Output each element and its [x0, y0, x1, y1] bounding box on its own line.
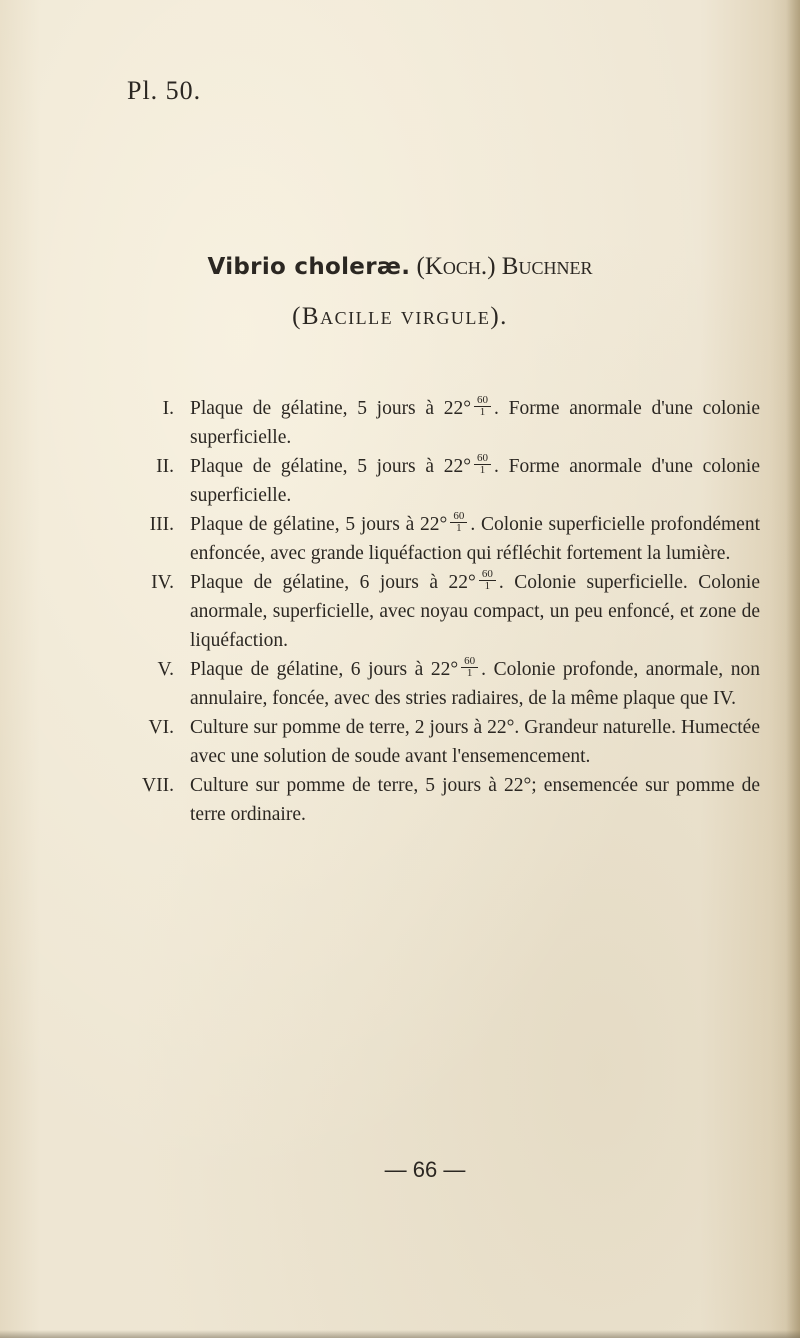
plate-item-5	[120, 655, 760, 713]
magnification-fraction: $\frac{60}{1}$	[450, 511, 467, 534]
plate-number: I.	[162, 398, 174, 419]
magnification-fraction: $\frac{60}{1}$	[474, 395, 491, 418]
authority: (Koch.) Buchner	[416, 253, 593, 280]
plate-descriptions	[120, 394, 760, 829]
plate-text: Plaque de gélatine, 5 jours à 22° $\frac{60}{1}$ . Colonie superficielle profondément enfoncée, avec grande liquéfaction qui réfléchit fortement la lumière.	[190, 510, 760, 564]
page-subtitle: (Bacille virgule).	[292, 303, 508, 330]
page-title	[0, 252, 800, 282]
plate-item-6	[120, 713, 760, 771]
plate-text: Culture sur pomme de terre, 2 jours à 22°. Grandeur naturelle. Humectée avec une solution de soude avant l'ensemencement.	[190, 717, 760, 767]
magnification-fraction: $\frac{60}{1}$	[461, 656, 478, 679]
page-edge-shadow	[786, 0, 800, 1338]
plate-text: Plaque de gélatine, 5 jours à 22° $\frac{60}{1}$ . Forme anormale d'une colonie superficielle.	[190, 452, 760, 506]
magnification-fraction: $\frac{60}{1}$	[474, 453, 491, 476]
authority-koch: Koch.	[424, 253, 488, 280]
page-number: — 66 —	[384, 1157, 466, 1182]
plate-number: II.	[156, 456, 174, 477]
plate-item-4	[120, 568, 760, 655]
plate-number: III.	[149, 514, 174, 535]
species-name: Vibrio choleræ.	[207, 254, 411, 280]
page-bottom-shadow	[0, 1330, 800, 1338]
plate-item-3	[120, 510, 760, 568]
plate-number: VII.	[142, 775, 174, 796]
plate-number: IV.	[151, 572, 174, 593]
plate-text: Culture sur pomme de terre, 5 jours à 22°; ensemencée sur pomme de terre ordinaire.	[190, 775, 760, 825]
plate-number: VI.	[148, 717, 174, 738]
magnification-fraction: $\frac{60}{1}$	[479, 569, 496, 592]
plate-text: Plaque de gélatine, 5 jours à 22° $\frac{60}{1}$ . Forme anormale d'une colonie superficielle.	[190, 394, 760, 448]
plate-label: Pl. 50.	[127, 76, 202, 105]
plate-item-2	[120, 452, 760, 510]
plate-text: Plaque de gélatine, 6 jours à 22° $\frac{60}{1}$ . Colonie profonde, anormale, non annulaire, foncée, avec des stries radiaires, de la même plaque que IV.	[190, 655, 760, 709]
plate-number: V.	[157, 659, 174, 680]
plate-text: Plaque de gélatine, 6 jours à 22° $\frac{60}{1}$ . Colonie superficielle. Colonie anormale, superficielle, avec noyau compact, un peu enfoncé, et zone de liquéfaction.	[190, 568, 760, 651]
authority-buchner: Buchner	[501, 253, 593, 280]
plate-item-7	[120, 771, 760, 829]
plate-item-1	[120, 394, 760, 452]
